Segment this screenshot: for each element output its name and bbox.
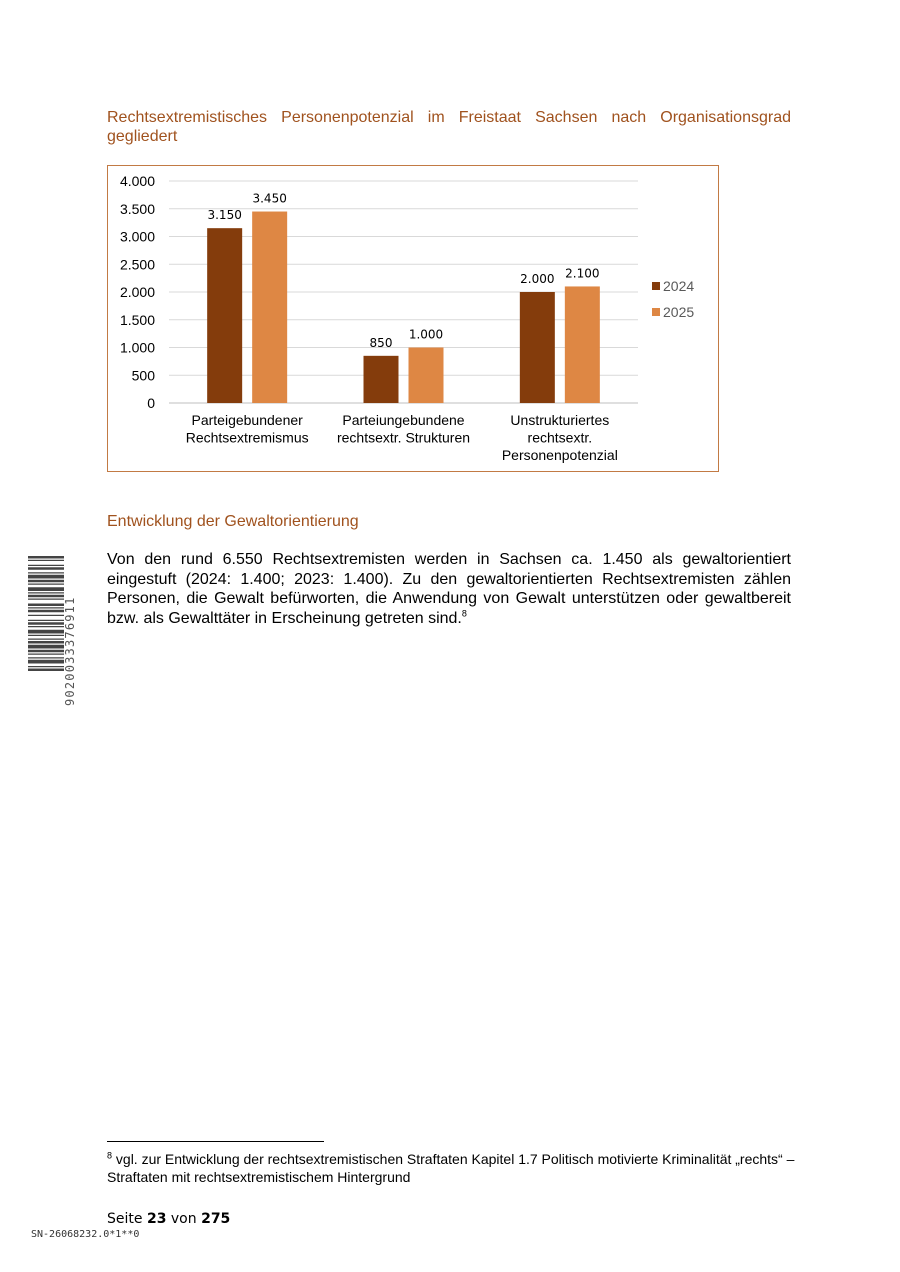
barcode-bar xyxy=(28,567,64,570)
barcode-digits: 9020033376911 xyxy=(63,596,77,706)
bar-chart xyxy=(107,165,719,472)
barcode-bar xyxy=(28,641,64,644)
x-tick-label: Rechtsextremismus xyxy=(185,429,309,446)
barcode-bar xyxy=(28,666,64,667)
barcode-bar xyxy=(28,654,64,655)
data-label: 2.000 xyxy=(520,272,555,286)
barcode-bar xyxy=(28,622,64,625)
page-current: 23 xyxy=(146,1211,167,1227)
y-tick-label: 1.000 xyxy=(119,339,155,356)
bar-2025 xyxy=(252,212,287,403)
data-label: 3.450 xyxy=(252,191,287,206)
bar-2024 xyxy=(364,356,399,403)
footnote-reference[interactable]: 8 xyxy=(461,608,467,619)
barcode-bar xyxy=(28,660,64,664)
barcode-bar xyxy=(28,565,64,566)
x-tick-label: Unstrukturiertes xyxy=(510,412,610,428)
legend-swatch-2024 xyxy=(652,282,660,290)
chart-title: Rechtsextremistisches Personenpotenzial im Freistaat Sachsen nach Organisationsgrad gegliedert xyxy=(107,109,791,145)
barcode-bar xyxy=(28,592,64,593)
data-label: 2.100 xyxy=(565,266,600,281)
barcode-bar xyxy=(28,650,64,653)
data-label: 1.000 xyxy=(408,327,444,342)
page-middle: von xyxy=(170,1211,197,1227)
x-tick-label: Personenpotenzial xyxy=(501,447,618,463)
y-tick-label: 0 xyxy=(147,395,155,411)
page-number xyxy=(107,1211,230,1227)
barcode-bar xyxy=(28,630,64,634)
data-label: 850 xyxy=(369,335,393,350)
barcode-bar xyxy=(28,607,64,608)
footnote-divider xyxy=(107,1141,324,1142)
barcode-bar xyxy=(28,635,64,636)
legend-label: 2024 xyxy=(663,278,695,294)
body-paragraph xyxy=(107,550,791,628)
x-tick-label: rechtsextr. xyxy=(527,429,593,446)
legend-swatch-2025 xyxy=(652,308,660,316)
barcode-bar xyxy=(28,645,64,649)
barcode-bar xyxy=(28,620,64,621)
barcode-bar xyxy=(28,556,64,559)
barcode-bar xyxy=(28,595,64,598)
barcode-bar xyxy=(28,587,64,591)
barcode-bar xyxy=(28,572,64,573)
barcode-bar xyxy=(28,669,64,672)
footnote-text: vgl. zur Entwicklung der rechtsextremistischen Straftaten Kapitel 1.7 Politisch motivierte Kriminalität „rechts“ – Straftaten mit rechtsextremistischem Hintergrund xyxy=(107,1151,795,1185)
barcode-bar xyxy=(28,575,64,579)
page-prefix: Seite xyxy=(107,1211,143,1227)
document-id: SN-26068232.0*1**0 xyxy=(31,1229,140,1240)
footnote-number: 8 xyxy=(107,1150,113,1161)
y-tick-label: 500 xyxy=(131,367,155,384)
barcode-bar xyxy=(28,599,64,600)
chart-canvas xyxy=(108,166,720,473)
y-tick-label: 3.500 xyxy=(119,200,155,217)
barcode-bar xyxy=(28,639,64,640)
barcode-bar xyxy=(28,584,64,585)
bar-2024 xyxy=(520,292,555,403)
barcode-bar xyxy=(28,657,64,658)
barcode-bar xyxy=(28,560,64,561)
x-tick-label: rechtsextr. Strukturen xyxy=(336,429,471,446)
bar-2025 xyxy=(409,348,444,404)
barcode-bar xyxy=(28,580,64,583)
bar-2025 xyxy=(565,286,600,403)
y-tick-label: 4.000 xyxy=(119,173,155,189)
body-text: Von den rund 6.550 Rechtsextremisten werden in Sachsen ca. 1.450 als gewaltorientiert eingestuft (2024: 1.400; 2023: 1.400). Zu den gewaltorientierten Rechtsextremisten zählen Personen, die Gewalt befürworten, die Anwendung von Gewalt unterstützen oder gewaltbereit bzw. als Gewalttäter in Erscheinung getreten sind. xyxy=(107,551,791,627)
bar-2024 xyxy=(207,228,242,403)
barcode-bar xyxy=(28,615,64,616)
x-tick-label: Parteigebundener xyxy=(191,412,303,428)
footnote xyxy=(107,1151,797,1186)
y-tick-label: 3.000 xyxy=(119,228,155,245)
section-heading: Entwicklung der Gewaltorientierung xyxy=(107,513,359,530)
y-tick-label: 2.000 xyxy=(119,284,155,300)
page-total: 275 xyxy=(201,1211,231,1227)
barcode-bar xyxy=(28,626,64,627)
y-tick-label: 2.500 xyxy=(119,256,155,273)
barcode-bar xyxy=(28,610,64,613)
legend-label: 2025 xyxy=(663,304,695,320)
x-tick-label: Parteiungebundene xyxy=(342,412,465,428)
barcode-bar xyxy=(28,604,64,607)
data-label: 3.150 xyxy=(207,208,242,223)
y-tick-label: 1.500 xyxy=(119,311,155,328)
